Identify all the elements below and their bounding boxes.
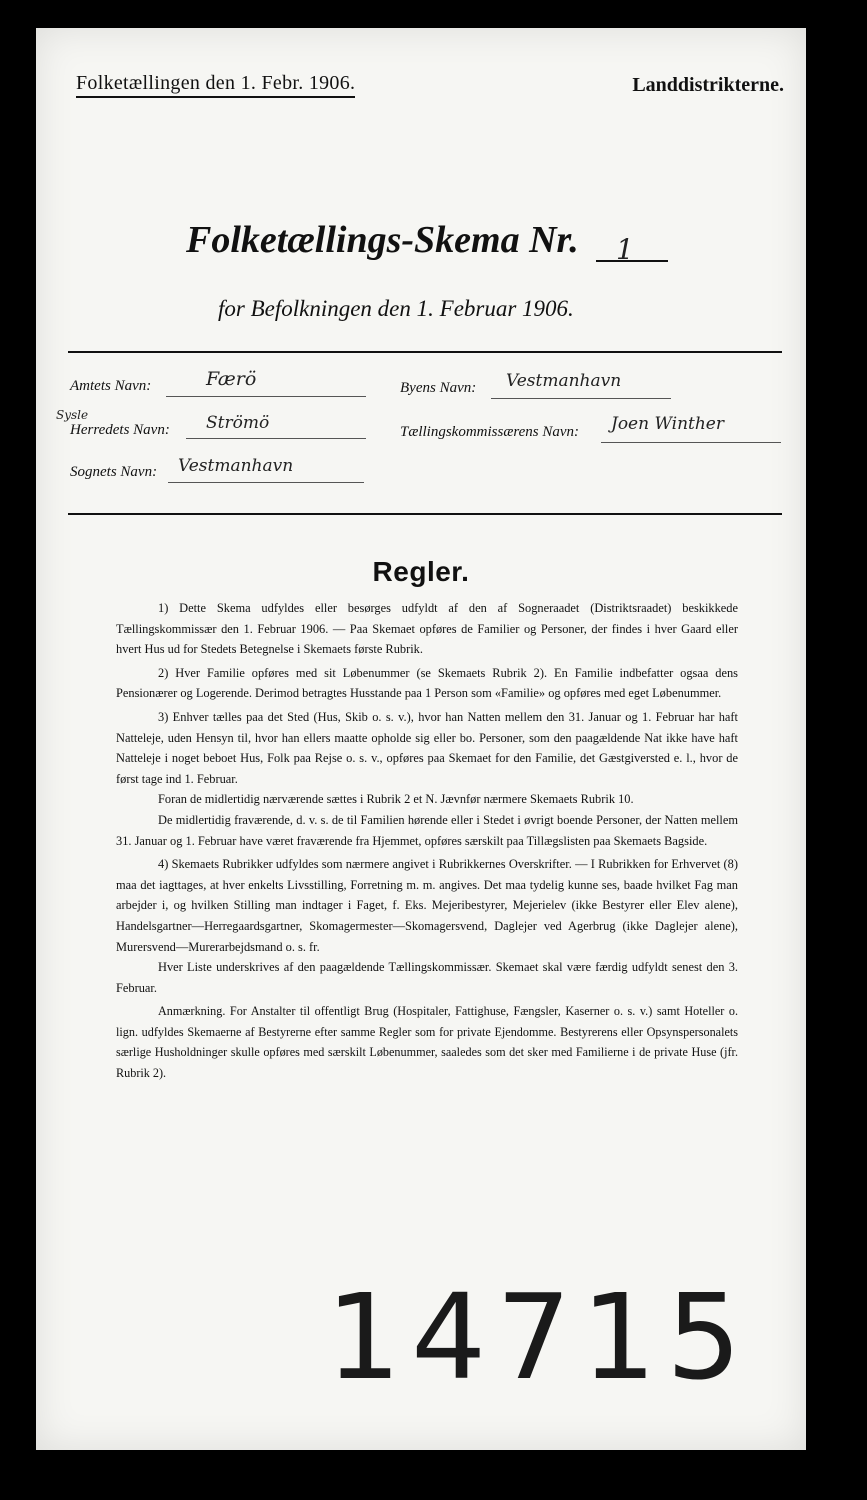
archive-number-handwritten: 14715 bbox=[326, 1268, 752, 1406]
by-line bbox=[491, 398, 671, 399]
census-form-sheet bbox=[36, 28, 806, 1450]
amt-line bbox=[166, 396, 366, 397]
sogn-value: Vestmanhavn bbox=[178, 456, 294, 476]
sogn-line bbox=[168, 482, 364, 483]
herred-prefix: Sysle bbox=[56, 408, 89, 422]
by-value: Vestmanhavn bbox=[506, 371, 622, 391]
rule-4-signature: Hver Liste underskrives af den paagældende Tællingskommissær. Skemaet skal være færdig udfyldt senest den 3. Februar. bbox=[116, 960, 738, 995]
district-type-heading: Landdistrikterne. bbox=[632, 74, 784, 96]
herred-label: Herredets Navn: bbox=[70, 422, 170, 438]
amt-value: Færö bbox=[206, 368, 257, 390]
sogn-label: Sognets Navn: bbox=[70, 464, 158, 480]
kommissaer-value: Joen Winther bbox=[611, 414, 724, 434]
remark: Anmærkning. For Anstalter til offentligt Brug (Hospitaler, Fattighuse, Fængsler, Kaserner o. s. v.) samt Hoteller o. lign. udfyldes Skemaerne af Bestyrerne efter samme Regler som for private Ejendomme. Bestyrerens eller Opsynspersonalets særlige Husholdninger skulle opføres med særskilt Løbenummer, saaledes som det sker med Familierne i de private Huse (jfr. Rubrik 2). bbox=[116, 1004, 738, 1081]
rule-3-note-present: Foran de midlertidig nærværende sættes i Rubrik 2 et N. Jævnfør nærmere Skemaets Rubrik 10. bbox=[158, 792, 634, 807]
regler-heading: Regler. bbox=[372, 556, 470, 587]
form-title bbox=[186, 218, 579, 262]
top-rule bbox=[68, 351, 782, 353]
by-label: Byens Navn: bbox=[400, 380, 477, 396]
kommissaer-label: Tællingskommissærens Navn: bbox=[400, 424, 580, 440]
rules-body bbox=[116, 598, 738, 1084]
form-number-handwritten: 1 bbox=[616, 233, 634, 266]
rule-2: 2) Hver Familie opføres med sit Løbenummer (se Skemaets Rubrik 2). En Familie indbefatter ogsaa dens Pensionærer og Logerende. Derimod betragtes Husstande paa 1 Person som «Familie» og opføres med eget Løbenummer. bbox=[116, 665, 738, 701]
form-title-text: Folketællings-Skema Nr. bbox=[186, 219, 579, 261]
kommissaer-line bbox=[601, 442, 781, 443]
herred-line bbox=[186, 438, 366, 439]
rule-1: 1) Dette Skema udfyldes eller besørges udfyldt af den af Sogneraadet (Distriktsraadet) beskikkede Tællingskommissær den 1. Februar 1906. — Paa Skemaet opføres de Familier og Personer, der findes i hver Gaard eller hvert Hus ud for Stedets Betegnelse i Skemaets første Rubrik. bbox=[116, 601, 738, 657]
rule-4: 4) Skemaets Rubrikker udfyldes som nærmere angivet i Rubrikkernes Overskrifter. — I Rubrikken for Erhvervet (8) maa det iagttages, at hver enkelts Livsstilling, Forretning m. m. angives. Det maa tydelig kunne ses, baade hvilket Fag man arbejder i, og hvilken Stilling man indtager i Faget, f. Eks. Mejeribestyrer, Mejerielev (ikke Bestyrer eller Elev alene), Handelsgartner—Herregaardsgartner, Skomagermester—Skomagersvend, Daglejer ved Agerbrug (ikke Daglejer alene), Murersvend—Murerarbejdsmand o. s. fr. bbox=[116, 857, 738, 954]
fields-bottom-rule bbox=[68, 513, 782, 515]
rule-3-note-absent: De midlertidig fraværende, d. v. s. de til Familien hørende eller i Stedet i øvrigt boende Personer, der Natten mellem 31. Januar og 1. Februar have været fraværende fra Hjemmet, opføres særskilt paa Tillægslisten paa Skemaets Bagside. bbox=[116, 812, 738, 848]
amt-label: Amtets Navn: bbox=[70, 378, 152, 394]
rule-3: 3) Enhver tælles paa det Sted (Hus, Skib o. s. v.), hvor han Natten mellem den 31. Januar og 1. Februar har haft Natteleje, uden Hensyn til, hvor han ellers maatte opholde sig eller bo. Personer, som den paagældende Nat ikke have haft Natteleje i noget beboet Hus, Folk paa Rejse o. s. v., opføres paa Skemaet for den Familie, det Gæstgiversted e. l., hvor de først tage ind 1. Februar. bbox=[116, 709, 738, 786]
herred-value: Strömö bbox=[206, 413, 270, 433]
form-subtitle: for Befolkningen den 1. Februar 1906. bbox=[218, 296, 574, 321]
census-header-title: Folketællingen den 1. Febr. 1906. bbox=[76, 72, 355, 98]
